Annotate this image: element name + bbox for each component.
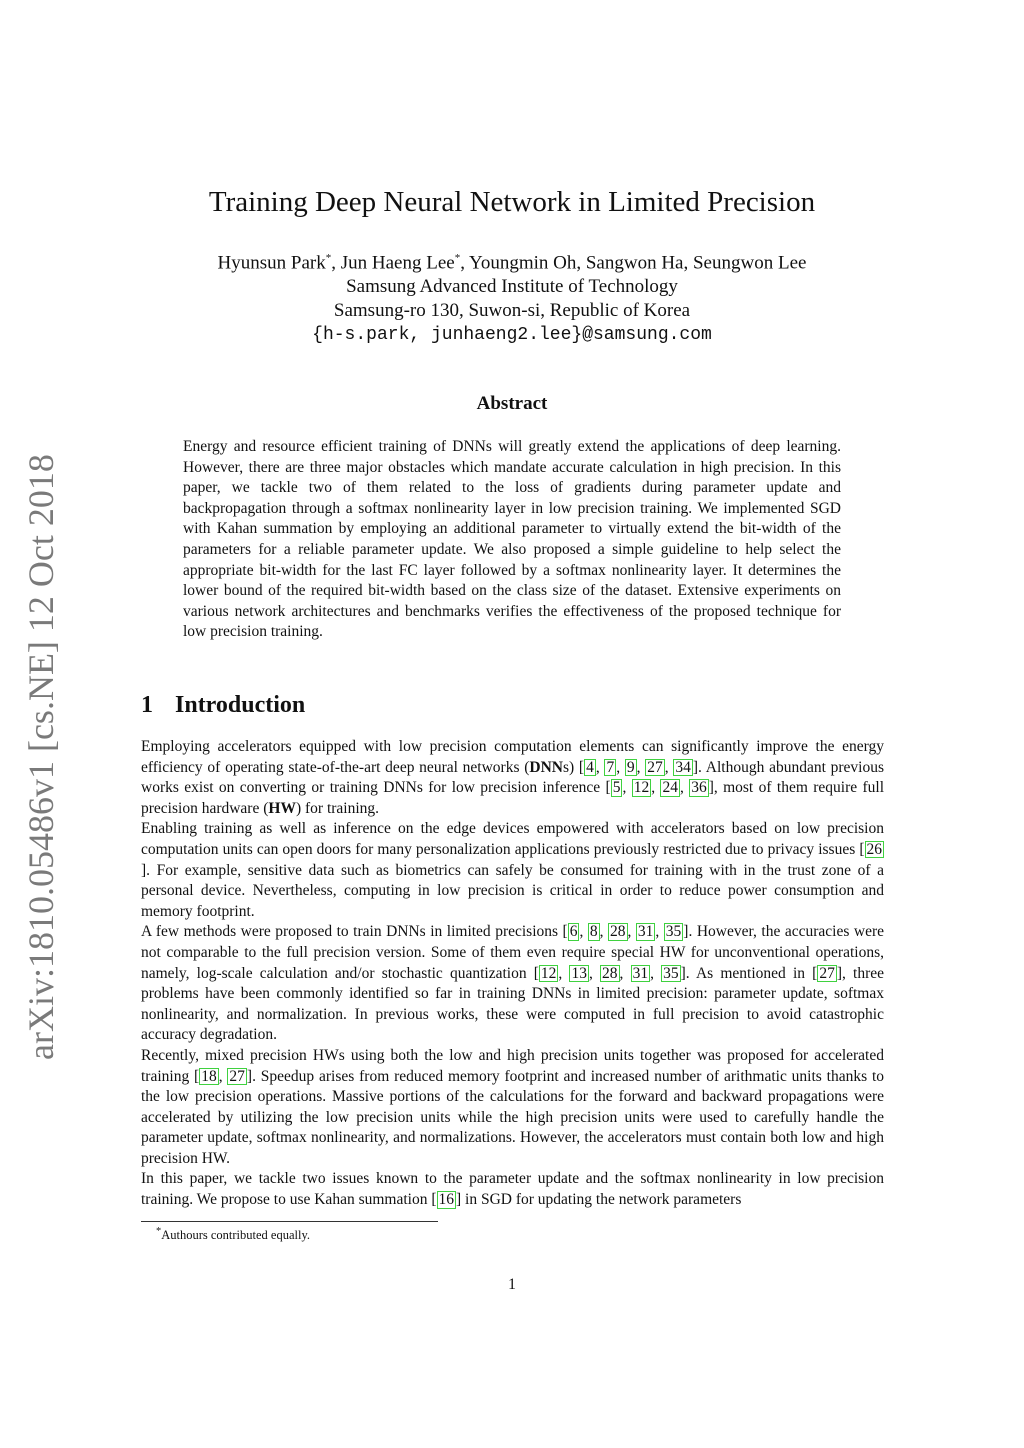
paragraph: In this paper, we tackle two issues known to the parameter update and the softmax nonlinearity in low precision training. We propose to use Kahan summation [ 16 ] in SGD for updating the network parameters xyxy=(141,1170,884,1209)
citation-link[interactable]: 28 xyxy=(610,923,626,941)
email[interactable]: {h-s.park, junhaeng2.lee}@samsung.com xyxy=(312,325,712,346)
citation-link[interactable]: 7 xyxy=(606,758,615,776)
equal-contribution-mark: * xyxy=(325,252,332,264)
bold-term: DNN xyxy=(529,758,563,776)
paper-title: Training Deep Neural Network in Limited Precision xyxy=(208,186,816,218)
abstract-text: Energy and resource efficient training of DNNs will greatly extend the applications of deep learning. However, there are three major obstacles which mandate accurate calculation in high precision. In this paper, we tackle two of them related to the loss of gradients during parameter update and backpropagation through a softmax nonlinearity layer in low precision training. We implemented SGD with Kahan summation by employing an additional parameter to virtually extend the bit-width of the parameters for a reliable parameter update. We also proposed a simple guideline to help select the appropriate bit-width for the last FC layer followed by a softmax nonlinearity layer. It determines the lower bound of the required bit-width based on the class size of the dataset. Extensive experiments on various network architectures and benchmarks verifies the effectiveness of the proposed technique for low precision training. xyxy=(183,438,841,641)
address: Samsung-ro 130, Suwon-si, Republic of Korea xyxy=(333,300,691,322)
introduction-body xyxy=(141,737,884,1211)
footnote-mark: * xyxy=(156,1226,162,1237)
paragraph: Recently, mixed precision HWs using both the low and high precision units together was proposed for accelerated training [ 18 , 27 ]. Speedup arises from reduced memory footprint and increased number of arithmatic units thanks to the low precision operations. Massive portions of the calculations for the forward and backward propagations were accelerated by utilizing the low precision units while the high precision units were used to carefully handle the parameter update, softmax nonlinearity, and normalizations. However, the accelerators must contain both low and high precision HW. xyxy=(141,1046,884,1167)
citation-link[interactable]: 8 xyxy=(589,923,598,941)
citation-link[interactable]: 4 xyxy=(586,758,594,776)
paragraph: A few methods were proposed to train DNNs in limited precisions [ 6 , 8 , 28 , 31 , 35 ]. However, the accuracies were not comparable to the full precision version. Some of them even require special HW for unconventional operations, namely, log-scale calculation and/or stochastic quantization [ 12 , 13 , 28 , 31 , 35 ]. As mentioned in [ 27 ], three problems have been commonly identified so far in training DNNs in limited precision: parameter update, softmax nonlinearity, and normalization. In previous works, these were computed in full precision to avoid catastrophic accuracy degradation. xyxy=(141,923,885,1044)
author-names: Hyunsun Park*, Jun Haeng Lee*, Youngmin Oh, Sangwon Ha, Seungwon Lee xyxy=(217,252,807,274)
author-block xyxy=(0,246,1024,347)
other-authors: Youngmin Oh, Sangwon Ha, Seungwon Lee xyxy=(469,252,807,274)
citation-link[interactable]: 16 xyxy=(438,1191,454,1209)
author-2: Jun Haeng Lee xyxy=(340,252,455,274)
author-1: Hyunsun Park xyxy=(217,252,326,274)
citation-link[interactable]: 26 xyxy=(866,840,882,858)
citation-link[interactable]: 27 xyxy=(819,964,835,982)
citation-link[interactable]: 27 xyxy=(229,1067,245,1085)
paragraph: Enabling training as well as inference on the edge devices empowered with accelerators based on low precision computation units can open doors for many personalization applications previously restricted due to privacy issues [ 26]. For example, sensitive data such as biometrics can safely be consumed for training with in the trust zone of a personal device. Nevertheless, computing in low precision is critical in order to reduce power consumption and memory footprint. xyxy=(141,820,884,920)
citation-link[interactable]: 36 xyxy=(691,779,707,797)
citation-link[interactable]: 6 xyxy=(569,923,578,941)
abstract-heading: Abstract xyxy=(476,393,548,414)
footnote xyxy=(156,1226,310,1243)
citation-link[interactable]: 12 xyxy=(633,779,650,797)
equal-contribution-mark: * xyxy=(454,252,461,264)
citation-link[interactable]: 18 xyxy=(201,1067,217,1085)
footnote-text: Authours contributed equally. xyxy=(161,1228,311,1243)
citation-link[interactable]: 35 xyxy=(665,923,682,941)
citation-link[interactable]: 5 xyxy=(612,779,621,797)
section-heading xyxy=(141,692,305,719)
section-number: 1 xyxy=(141,692,153,718)
affiliation: Samsung Advanced Institute of Technology xyxy=(346,276,678,298)
citation-link[interactable]: 35 xyxy=(663,964,679,982)
citation-link[interactable]: 31 xyxy=(637,923,654,941)
citation-link[interactable]: 12 xyxy=(540,964,557,982)
footnote-rule xyxy=(141,1221,438,1222)
page-number: 1 xyxy=(508,1276,516,1293)
arxiv-identifier: arXiv:1810.05486v1 [cs.NE] 12 Oct 2018 xyxy=(21,454,61,1060)
bold-term: HW xyxy=(268,799,296,817)
section-title: Introduction xyxy=(175,692,306,718)
citation-link[interactable]: 34 xyxy=(675,758,691,776)
citation-link[interactable]: 9 xyxy=(626,758,635,776)
citation-link[interactable]: 24 xyxy=(662,779,678,797)
citation-link[interactable]: 13 xyxy=(571,964,587,982)
citation-link[interactable]: 27 xyxy=(647,758,663,776)
citation-link[interactable]: 28 xyxy=(602,964,618,982)
citation-link[interactable]: 31 xyxy=(632,964,649,982)
paragraph: Employing accelerators equipped with low precision computation elements can significantly improve the energy efficiency of operating state-of-the-art deep neural networks (DNNs) [ 4 , 7 , 9 , 27 , 34 ]. Although abundant previous works exist on converting or training DNNs for low precision inference [ 5 , 12 , 24 , 36 ], most of them require full precision hardware (HW) for training. xyxy=(141,738,885,817)
